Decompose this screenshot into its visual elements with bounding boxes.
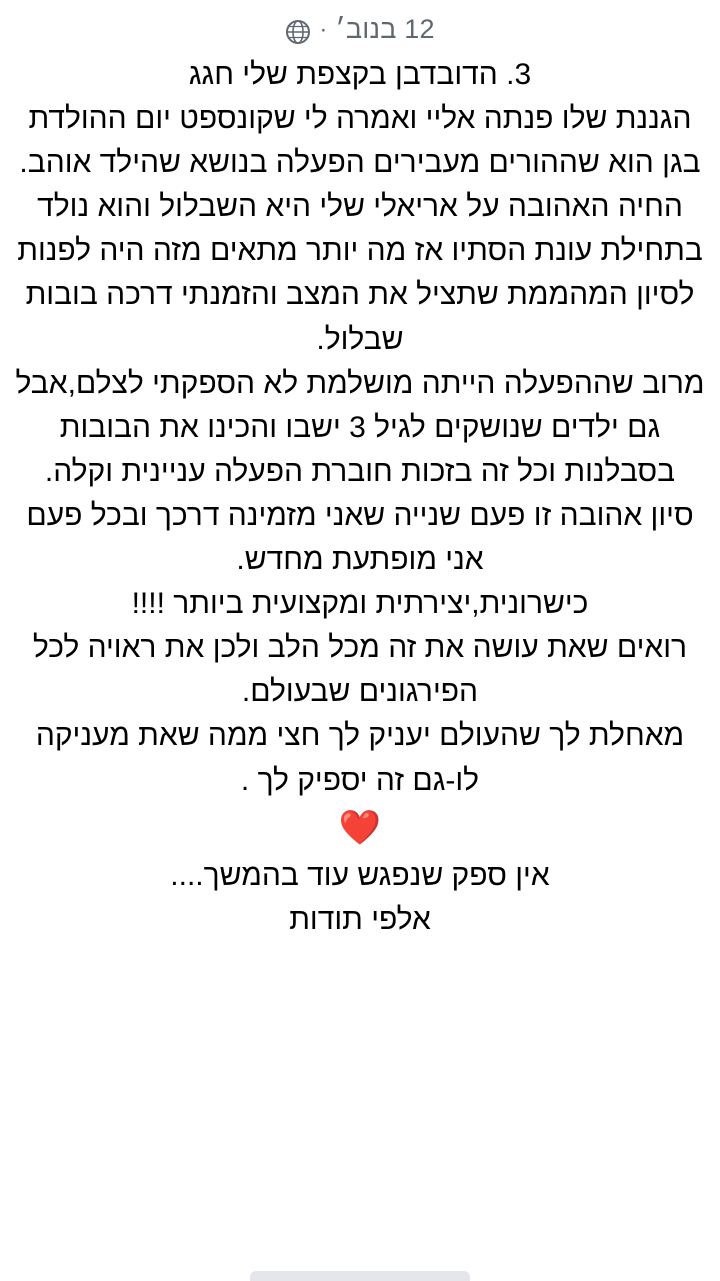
- post-line: רואים שאת עושה את זה מכל הלב ולכן את ראויה לכל הפירגונים שבעולם.: [32, 631, 688, 709]
- post-header: [0, 0, 720, 53]
- post-closing-line: אלפי תודות: [289, 902, 431, 936]
- post-closing-line: אין ספק שנפגש עוד בהמשך....: [170, 858, 550, 892]
- post-message: [0, 53, 720, 942]
- post-line: סיון אהובה זו פעם שנייה שאני מזמינה דרכך ובכל פעם אני מופתעת מחדש.: [26, 498, 694, 577]
- heart-emoji: [12, 803, 708, 854]
- post-line: מרוב שההפעלה הייתה מושלמת לא הספקתי לצלם,אבל גם ילדים שנושקים לגיל 3 ישבו והכינו את הבובות בסבלנות וכל זה בזכות חוברת הפעלה עניינית וקלה.: [15, 366, 705, 488]
- post-line: החיה האהובה על אריאלי שלי היא השבלול והוא נולד בתחילת עונת הסתיו אז מה יותר מתאים מזה היה לפנות לסיון המהממת שתציל את המצב והזמנתי דרכה בובות שבלול.: [17, 190, 703, 356]
- meta-separator: ·: [319, 15, 328, 43]
- post-line: 3. הדובדבן בקצפת שלי חגג: [188, 58, 532, 91]
- bottom-sheet-handle[interactable]: [250, 1271, 470, 1281]
- post-line: כישרונית,יצירתית ומקצועית ביותר !!!!: [131, 587, 589, 621]
- heart-glyph: ❤️: [338, 808, 382, 847]
- post-timestamp[interactable]: 12 בנוב׳: [335, 14, 435, 44]
- post-line: מאחלת לך שהעולם יעניק לך חצי ממה שאת מעניקה לו-גם זה יספיק לך .: [35, 719, 685, 797]
- globe-icon[interactable]: [285, 19, 311, 45]
- post-line: הגננת שלו פנתה אליי ואמרה לי שקונספט יום ההולדת בגן הוא שההורים מעבירים הפעלה בנושא שהילד אוהב.: [19, 102, 701, 180]
